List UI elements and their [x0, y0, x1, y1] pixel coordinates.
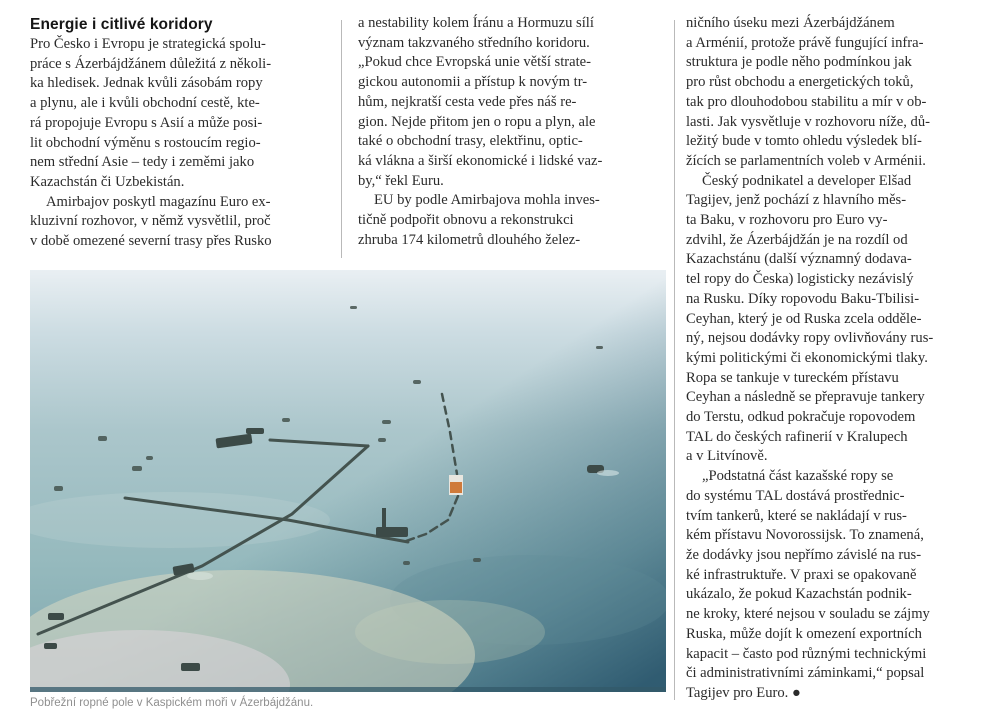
text-line: Kazachstán či Uzbekistán.	[30, 173, 185, 190]
text-line: kém přístavu Novorossijsk. To znamená,	[686, 527, 924, 544]
text-line: zhruba 174 kilometrů dlouhého želez-	[358, 231, 581, 248]
text-line: že dodávky jsou nepřímo závislé na rus-	[686, 546, 922, 563]
text-line: na Rusku. Díky ropovodu Baku-Tbilisi-	[686, 290, 920, 307]
text-line: ukázalo, že pokud Kazachstán podnik-	[686, 586, 912, 603]
text-line: EU by podle Amirbajova mohla inves-	[374, 192, 600, 209]
text-line: TAL do českých rafinerií v Kralupech	[686, 428, 908, 445]
text-line: ta Baku, v rozhovoru pro Euro vy-	[686, 212, 888, 229]
text-line: ka hledisek. Jednak kvůli zásobám ropy	[30, 75, 263, 92]
text-line: tičně podpořit obnovu a rekonstrukci	[358, 212, 574, 229]
text-column-3	[686, 14, 988, 704]
text-line: tvím tankerů, které se nakládají v rus-	[686, 507, 907, 524]
text-line: do systému TAL dostává prostřednic-	[686, 487, 905, 504]
text-line: by,“ řekl Euru.	[358, 172, 444, 189]
text-line: hům, nejkratší cesta vede přes náš re-	[358, 93, 577, 110]
column-divider-1	[341, 20, 342, 258]
text-line: ne kroky, které nejsou v souladu se zájmy	[686, 606, 930, 623]
text-line: Amirbajov poskytl magazínu Euro ex-	[46, 193, 271, 210]
text-line: a Arménií, protože právě fungující infra-	[686, 34, 924, 51]
text-line: „Podstatná část kazašské ropy se	[702, 468, 894, 485]
text-line: ké infrastruktuře. V praxi se opakovaně	[686, 566, 917, 583]
column-2-lines	[358, 14, 670, 250]
text-line: tel ropy do Česka) logisticky nezávislý	[686, 271, 914, 288]
text-line: Kazachstánu (další významný dodava-	[686, 251, 912, 268]
text-line: pro růst obchodu a energetických toků,	[686, 74, 914, 91]
text-line: ničního úseku mezi Ázerbájdžánem	[686, 15, 895, 31]
text-line: a nestability kolem Íránu a Hormuzu sílí	[358, 15, 594, 31]
text-line: Tagijev, jenž pochází z hlavního měs-	[686, 192, 907, 209]
column-1-lines	[30, 35, 350, 252]
text-line: tak pro dlouhodobou stabilitu a mír v ob-	[686, 93, 927, 110]
text-line: a plynu, ale i kvůli obchodní cestě, kte-	[30, 95, 260, 112]
text-line: nem střední Asie – tedy i zeměmi jako	[30, 154, 255, 171]
photo-caption: Pobřežní ropné pole v Kaspickém moři v Ázerbájdžánu.	[30, 697, 314, 709]
text-line: Pro Česko i Evropu je strategická spolu-	[30, 36, 266, 52]
text-line: kluzivní rozhovor, v němž vysvětlil, proč	[30, 213, 271, 230]
text-line: či administrativními záminkami,“ popsal	[686, 665, 925, 682]
text-line: ležitý bude v tomto ohledu výsledek blí-	[686, 133, 922, 150]
text-column-2	[358, 14, 670, 250]
text-line: také o obchodní trasy, elektřinu, optic-	[358, 133, 583, 150]
text-line: Ceyhan, který je od Ruska zcela odděle-	[686, 310, 922, 327]
text-line: Ceyhan a následně se přepravuje tankery	[686, 389, 925, 406]
text-line: struktura je podle něho podmínkou jak	[686, 54, 912, 71]
text-line: „Pokud chce Evropská unie větší strate-	[358, 54, 592, 71]
text-line: žících se parlamentních voleb v Arménii.	[686, 152, 926, 169]
text-line: zdvihl, že Ázerbájdžán je na rozdíl od	[686, 231, 908, 248]
text-column-1	[30, 14, 350, 252]
text-line: gion. Nejde přitom jen o ropu a plyn, ale	[358, 113, 596, 130]
text-line: význam takzvaného středního koridoru.	[358, 34, 590, 51]
column-divider-2	[674, 20, 675, 700]
text-line: kapacit – často pod různými technickými	[686, 645, 927, 662]
text-line: Ropa se tankuje v tureckém přístavu	[686, 369, 899, 386]
text-line: ká vlákna a širší ekonomické i lidské vaz-	[358, 152, 603, 169]
text-line: ný, nejsou dodávky ropy ovlivňovány rus-	[686, 330, 934, 347]
offshore-oilfield-photo	[30, 270, 666, 692]
text-line: Tagijev pro Euro. ●	[686, 684, 801, 701]
text-line: lit obchodní výměnu s rostoucím regio-	[30, 134, 261, 151]
section-heading: Energie i citlivé koridory	[30, 16, 213, 33]
text-line: a v Litvínově.	[686, 448, 768, 465]
text-line: v době omezené severní trasy přes Rusko	[30, 233, 272, 250]
offshore-oilfield-image	[30, 270, 666, 692]
text-line: Ruska, může dojít k omezení exportních	[686, 625, 922, 642]
text-line: práce s Ázerbájdžánem důležitá z několi-	[30, 55, 272, 72]
text-line: gickou autonomii a přístup k novým tr-	[358, 74, 588, 91]
text-line: Český podnikatel a developer Elšad	[702, 172, 912, 189]
text-line: rá propojuje Evropu s Asií a může posi-	[30, 114, 263, 131]
text-line: lasti. Jak vysvětluje v rozhovoru níže, dů-	[686, 113, 930, 130]
text-line: do Terstu, odkud pokračuje ropovodem	[686, 409, 916, 426]
text-line: kými politickými či ekonomickými tlaky.	[686, 349, 928, 366]
column-3-lines	[686, 14, 988, 704]
